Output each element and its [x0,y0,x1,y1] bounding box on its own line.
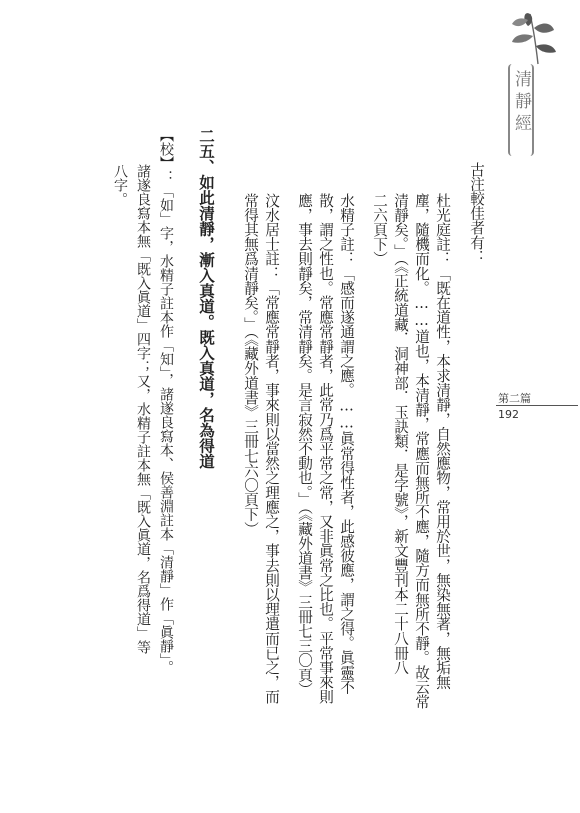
text-column: 散，謂之性也。常應常靜者，此常乃爲平常之常，又非眞常之比也。平常事來則 [317,193,334,704]
leaf-branch-icon [500,6,560,66]
book-title-frame [508,64,534,156]
collation-note: 八字。 [112,164,128,206]
text-column: 二六頁下） [371,193,388,266]
text-column: 常得其無爲清靜矣。」（《藏外道書》三冊七六〇頁下） [242,193,259,537]
text-column: 應，事去則靜矣，常清靜矣。是言寂然不動也。」（《藏外道書》三冊七三〇頁） [296,193,313,697]
section-heading: 二五、如此清靜，漸入真道。既入真道，名為得道 [197,128,215,469]
book-title: 清靜經 [511,70,531,136]
text-column: 塵，隨機而化。……道也，本清靜，常應而無所不應，隨方而無所不靜。故云常 [413,193,430,709]
page-number: 192 [498,408,519,421]
text-column: 汶水居士註：「常應常靜者，事來則以當然之理應之，事去則以理遣而已之，而 [263,193,280,704]
text-column: 杜光庭註：「既在道性，本求清靜，自然應物，常用於世，無染無著，無垢無 [434,193,451,690]
header-divider [496,405,578,406]
text-column: 古注較佳者有： [468,162,485,265]
book-logo [488,6,578,146]
text-column: 水精子註：「感而遂通謂之應。……眞常得性者，此感彼應，謂之得。眞靈不 [338,193,355,695]
text-column: 清靜矣。」（《正統道藏．洞神部．玉訣類．是字號》，新文豐刊本二十八冊八 [392,193,409,675]
chapter-label: 第二篇 [498,392,531,405]
collation-note: 【校】：「如」字，水精子註本作「知」，諸遂良寫本、侯善淵註本「清靜」作「眞靜」。 [158,128,174,674]
collation-note: 諸遂良寫本無「既入眞道」四字；又，水精子註本無「既入眞道，名爲得道」等 [135,164,151,654]
